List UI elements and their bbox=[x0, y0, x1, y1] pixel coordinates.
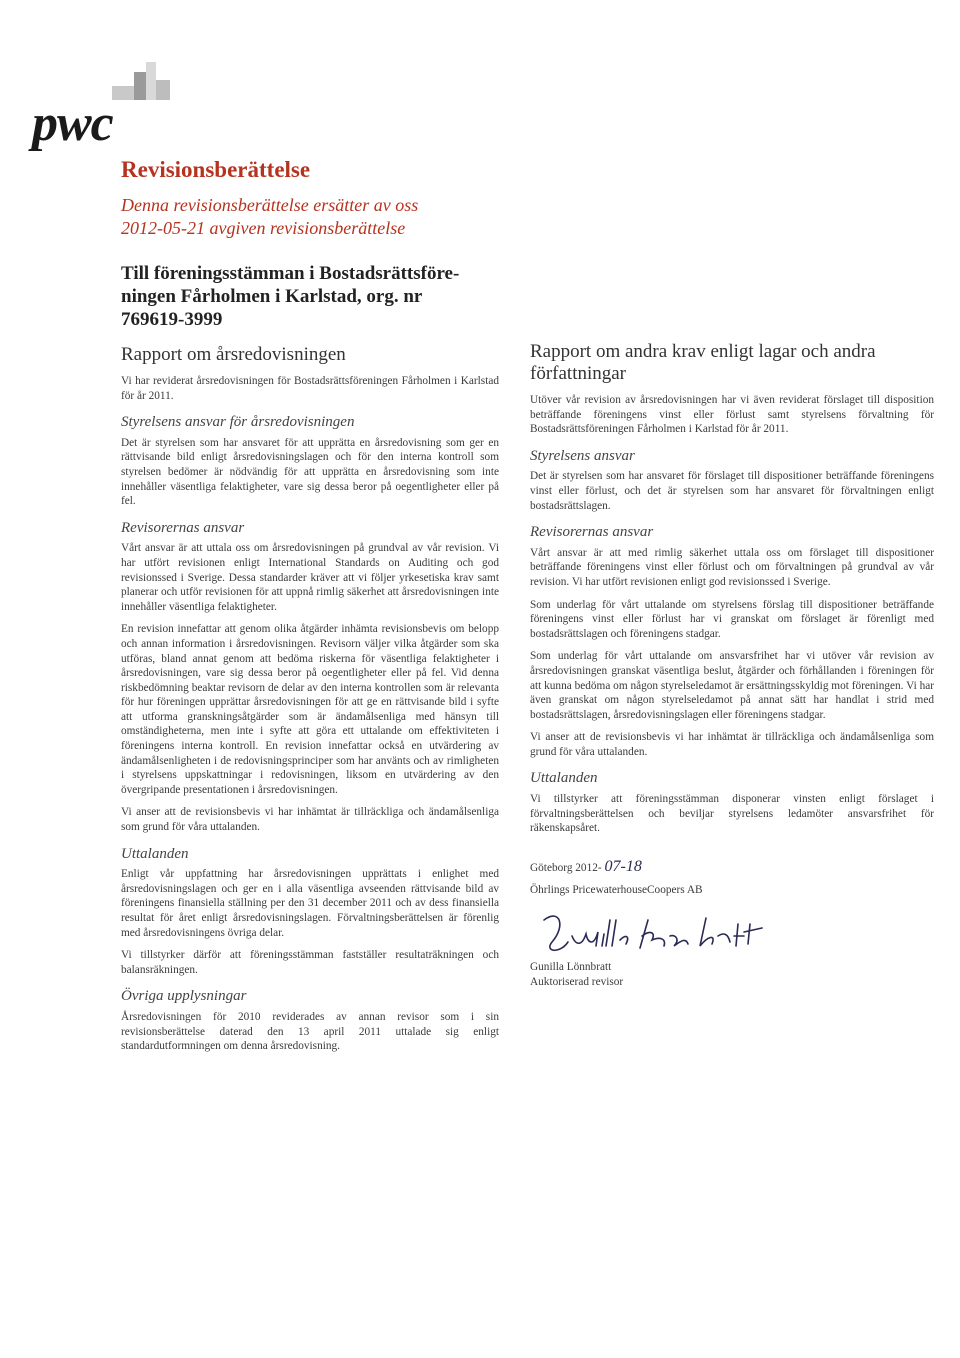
signer-name: Gunilla Lönnbratt bbox=[530, 961, 612, 974]
subheading-styrelsens-ansvar: Styrelsens ansvar för årsredovisningen bbox=[121, 414, 355, 431]
page-title: Revisionsberättelse bbox=[121, 157, 311, 182]
paragraph: Som underlag för vårt uttalande om styrelsens förslag till dispositioner beträffande föreningens vinst eller förlust har vi granskat om förslaget är förenligt med bostadsrättslagen och föreningens stadgar. bbox=[530, 598, 934, 640]
intro-paragraph: Vi har reviderat årsredovisningen för Bostadsrättsföreningen Fårholmen i Karlstad för år 2011. bbox=[121, 375, 499, 402]
handwritten-signature-icon bbox=[530, 906, 770, 962]
page-subtitle bbox=[121, 194, 418, 240]
subheading-ovriga-upplysningar: Övriga upplysningar bbox=[121, 988, 247, 1005]
addressee-line: ningen Fårholmen i Karlstad, org. nr bbox=[121, 286, 423, 307]
paragraph: Vi tillstyrker att föreningsstämman disponerar vinsten enligt förslaget i förvaltningsberättelsen och beviljar styrelsens ledamöter ansvarsfrihet för räkenskapsåret. bbox=[530, 793, 934, 835]
addressee-line: 769619-3999 bbox=[121, 309, 223, 330]
paragraph: Vi anser att de revisionsbevis vi har inhämtat är tillräckliga och ändamålsenliga som grund för våra uttalanden. bbox=[121, 806, 499, 834]
pwc-logo-text: pwc bbox=[32, 95, 113, 152]
subheading-styrelsens-ansvar: Styrelsens ansvar bbox=[530, 447, 635, 464]
subheading-uttalanden: Uttalanden bbox=[530, 770, 598, 787]
handwritten-date: 07-18 bbox=[604, 857, 642, 875]
subtitle-line: 2012-05-21 avgiven revisionsberättelse bbox=[121, 218, 406, 238]
subheading-revisorernas-ansvar: Revisorernas ansvar bbox=[121, 519, 245, 536]
subtitle-line: Denna revisionsberättelse ersätter av oss bbox=[121, 195, 419, 215]
paragraph: Det är styrelsen som har ansvaret för förslaget till dispositioner beträffande föreningens vinst eller förlust, och det är styrelsen som har ansvaret för förvaltningen enligt bostadsrättslagen. bbox=[530, 470, 934, 512]
pwc-logo bbox=[32, 58, 182, 152]
paragraph: Årsredovisningen för 2010 reviderades av annan revisor som i sin revisionsberättelse daterad den 13 april 2011 uttalade sig enligt standardutformningen om denna årsredovisning. bbox=[121, 1010, 499, 1053]
place-date-printed: Göteborg 2012- bbox=[530, 861, 602, 874]
addressee bbox=[121, 262, 541, 331]
paragraph: Vårt ansvar är att med rimlig säkerhet uttala oss om förslaget till dispositioner beträffande föreningens vinst eller förlust och om förvaltningen på grundval av vår revision. Vi har utfört revisionen enligt god revisionssed i Sverige. bbox=[530, 546, 934, 588]
subheading-revisorernas-ansvar: Revisorernas ansvar bbox=[530, 524, 654, 541]
pwc-logo-bars-icon bbox=[102, 62, 182, 102]
right-column bbox=[530, 341, 934, 997]
paragraph: Som underlag för vårt uttalande om ansvarsfrihet har vi utöver vår revision av årsredovisningen granskat väsentliga beslut, åtgärder och förhållanden i föreningen för att kunna bedöma om någon styrelseledamot är ersättningsskyldig mot föreningen. Vi har även granskat om någon styrelseledamot på annat sätt har handlat i strid med bostadsrättslagen, årsredovisningslagen eller föreningens stadgar. bbox=[530, 650, 934, 721]
left-column bbox=[121, 344, 499, 1062]
section-heading-andra-krav: Rapport om andra krav enligt lagar och andra författningar bbox=[530, 341, 876, 384]
firm-name: Öhrlings PricewaterhouseCoopers AB bbox=[530, 884, 703, 897]
paragraph: Vårt ansvar är att uttala oss om årsredovisningen på grundval av vår revision. Vi har utfört revisionen enligt International Standards on Auditing och god revisionssed i Sverige. Dessa standarder kräver att vi följer yrkesetiska krav samt planerar och utför revisionen för att uppnå rimlig säkerhet att årsredovisningen inte innehåller väsentliga felaktigheter. bbox=[121, 542, 499, 613]
paragraph: En revision innefattar att genom olika åtgärder inhämta revisionsbevis om belopp och annan information i årsredovisningen. Revisorn väljer vilka åtgärder som ska utföras, bland annat genom att bedöma riskerna för väsentliga felaktigheter i årsredovisningen, vare sig dessa beror på oegentligheter eller på fel. Vid denna riskbedömning beaktar revisorn de delar av den interna kontrollen som är relevanta för hur föreningen upprättar årsredovisningen för att ge en rättvisande bild i syfte att utforma granskningsåtgärder som är ändamålsenliga med hänsyn till omständigheterna, men inte i syfte att göra ett uttalande om effektiviteten i föreningens interna kontroll. En revision innefattar också en utvärdering av ändamålsenligheten i de redovisningsprinciper som har använts och av rimligheten i styrelsens uppskattningar i redovisningen, liksom en utvärdering av den övergripande presentationen i årsredovisningen. bbox=[121, 623, 499, 796]
intro-paragraph: Utöver vår revision av årsredovisningen har vi även reviderat förslaget till disposition beträffande föreningens vinst eller förlust samt styrelsens förvaltning för Bostadsrättsföreningen Fårholmen i Karlstad för år 2011. bbox=[530, 394, 934, 436]
section-heading-arsredovisningen: Rapport om årsredovisningen bbox=[121, 344, 346, 365]
paragraph: Vi anser att de revisionsbevis vi har inhämtat är tillräckliga och ändamålsenliga som grund för våra uttalanden. bbox=[530, 731, 934, 758]
paragraph: Vi tillstyrker därför att föreningsstämman fastställer resultaträkningen och balansräkningen. bbox=[121, 949, 499, 976]
signature-block bbox=[530, 857, 934, 989]
paragraph: Det är styrelsen som har ansvaret för att upprätta en årsredovisning som ger en rättvisande bild enligt årsredovisningslagen och för den interna kontroll som styrelsen bedömer är nödvändig för att upprätta en årsredovisning som inte innehåller väsentliga felaktigheter, vare sig dessa beror på oegentligheter eller på fel. bbox=[121, 436, 499, 508]
addressee-line: Till föreningsstämman i Bostadsrättsföre- bbox=[121, 263, 460, 284]
paragraph: Enligt vår uppfattning har årsredovisningen upprättats i enlighet med årsredovisningslagen och ger en i alla väsentliga avseenden rättvisande bild av föreningens finansiella ställning per den 31 december 2011 och av dess finansiella resultat för året enligt årsredovisningslagen. Förvaltningsberättelsen är förenlig med årsredovisningens övriga delar. bbox=[121, 868, 499, 939]
subheading-uttalanden: Uttalanden bbox=[121, 845, 189, 862]
place-date bbox=[530, 857, 934, 876]
signer-title: Auktoriserad revisor bbox=[530, 975, 624, 988]
